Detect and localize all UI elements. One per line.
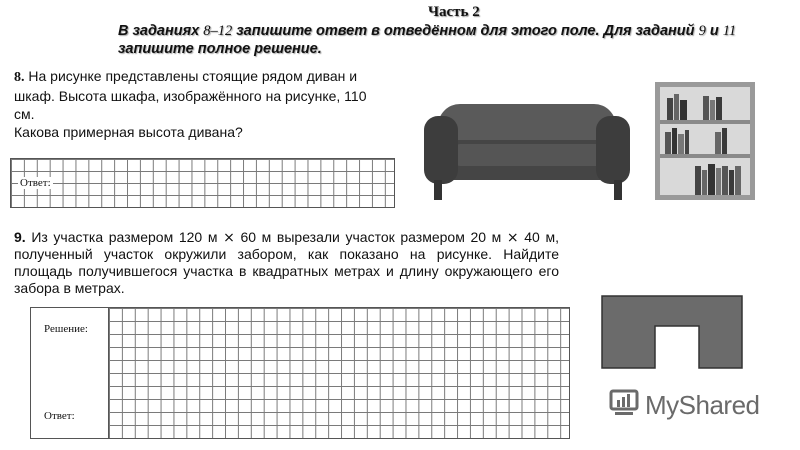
sofa-seat [456, 144, 600, 166]
sofa-leg-right [614, 180, 622, 200]
plot-outline [602, 296, 742, 368]
bookshelf-image [655, 82, 755, 200]
instructions-text-end: запишите полное решение. [118, 41, 322, 57]
part-title: Часть 2 [428, 4, 480, 20]
task9-solution-grid[interactable] [108, 307, 570, 439]
task8-body: На рисунке представлены стоящие рядом диван и шкаф. Высота шкафа, изображённого на рисунке, 110 см. [14, 68, 367, 122]
sofa-image [420, 100, 635, 202]
shelf-board-1 [660, 120, 750, 124]
watermark-text: MyShared [645, 390, 760, 420]
sofa-leg-left [434, 180, 442, 200]
instructions [118, 22, 788, 58]
sofa-armrest-left [424, 116, 458, 184]
task9-body: Из участка размером 120 м ⨯ 60 м вырезали участок размером 20 м ⨯ 40 м, полученный участок окружили забором, как показано на рисунке. Найдите площадь получившегося участка в квадратных метрах и длину окружающего его забора в метрах. [14, 229, 559, 296]
task8-number: 8. [14, 70, 25, 85]
task8-answer-label: Ответ: [20, 177, 51, 189]
instructions-task-9: 9 [698, 23, 706, 39]
sofa-armrest-right [596, 116, 630, 184]
task9-text [14, 229, 559, 297]
task8-text [14, 67, 374, 141]
task9-number: 9. [14, 229, 26, 245]
instructions-range: 8–12 [203, 23, 233, 39]
task9-solution-label: Решение: [44, 323, 88, 335]
instructions-and: и [705, 23, 723, 39]
task8-question: Какова примерная высота дивана? [14, 124, 243, 140]
instructions-task-11: 11 [722, 23, 737, 39]
plot-shape-image [600, 294, 744, 370]
instructions-text-mid: запишите ответ в отведённом для этого поле. Для заданий [232, 23, 699, 39]
task9-answer-label: Ответ: [44, 410, 75, 422]
instructions-text: В заданиях [118, 23, 204, 39]
myshared-logo-icon [607, 388, 641, 418]
task8-answer-grid[interactable] [10, 158, 395, 208]
shelf-board-2 [660, 154, 750, 158]
